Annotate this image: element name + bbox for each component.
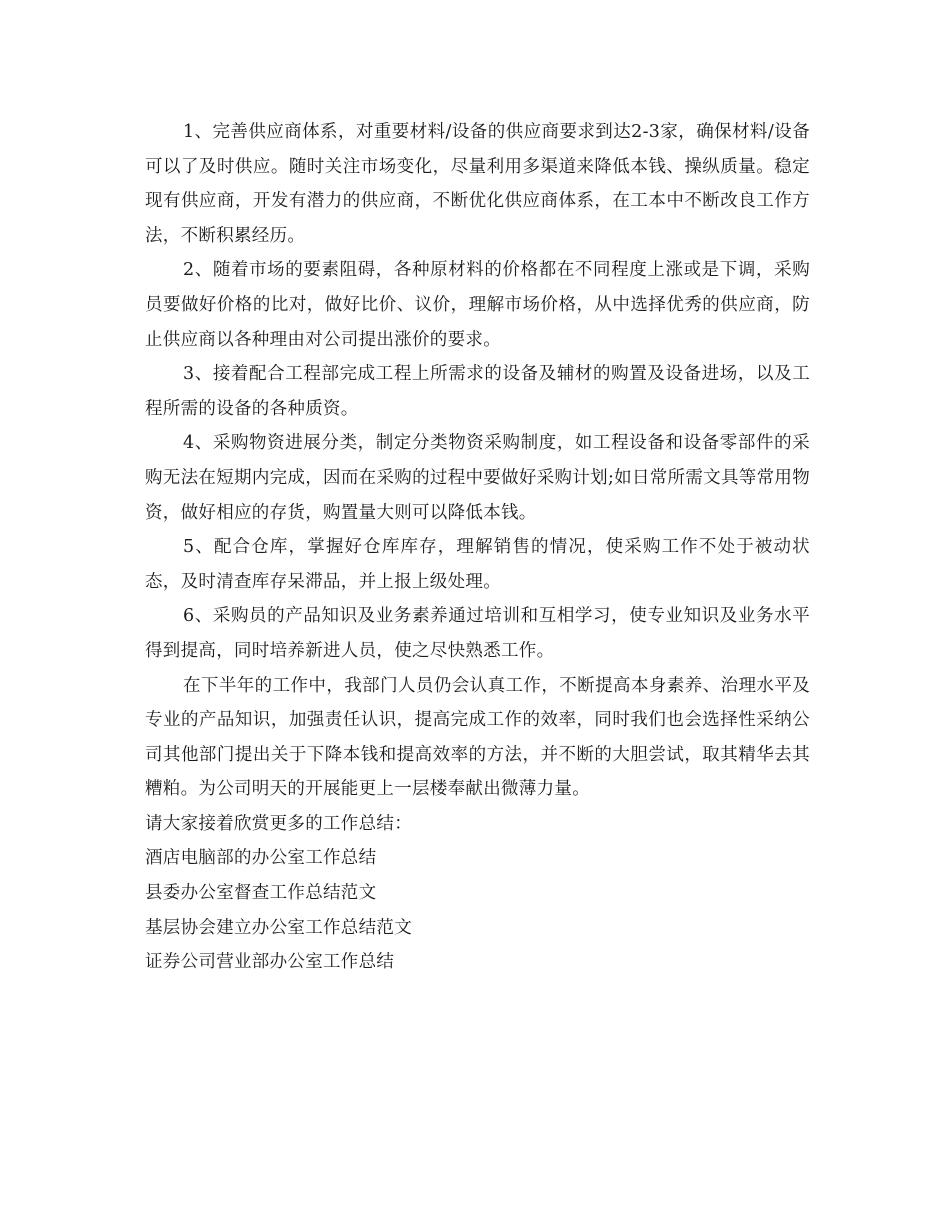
related-link-hotel-it-office[interactable]: 酒店电脑部的办公室工作总结	[145, 848, 377, 869]
paragraph-6: 6、采购员的产品知识及业务素养通过培训和互相学习，使专业知识及业务水平得到提高，同时培养新进人员，使之尽快熟悉工作。	[145, 606, 810, 661]
paragraph-4: 4、采购物资进展分类，制定分类物资采购制度，如工程设备和设备零部件的采购无法在短期内完成，因而在采购的过程中要做好采购计划;如日常所需文具等常用物资，做好相应的存货，购置量大则可以降低本钱。	[145, 433, 810, 523]
related-link-grassroots-association[interactable]: 基层协会建立办公室工作总结范文	[145, 917, 412, 938]
paragraph-1: 1、完善供应商体系，对重要材料/设备的供应商要求到达2-3家，确保材料/设备可以了及时供应。随时关注市场变化，尽量利用多渠道来降低本钱、操纵质量。稳定现有供应商，开发有潜力的供应商，不断优化供应商体系，在工本中不断改良工作方法，不断积累经历。	[145, 122, 810, 246]
paragraph-5: 5、配合仓库，掌握好仓库库存，理解销售的情况，使采购工作不处于被动状态，及时清查库存呆滞品，并上报上级处理。	[145, 537, 810, 592]
related-links-list	[145, 841, 810, 979]
related-link-county-committee-supervision[interactable]: 县委办公室督查工作总结范文	[145, 883, 377, 904]
paragraph-2: 2、随着市场的要素阻碍，各种原材料的价格都在不同程度上涨或是下调，采购员要做好价格的比对，做好比价、议价，理解市场价格，从中选择优秀的供应商，防止供应商以各种理由对公司提出涨价的要求。	[145, 260, 810, 350]
more-summaries-intro: 请大家接着欣赏更多的工作总结：	[145, 813, 412, 834]
document-body	[145, 115, 810, 980]
paragraph-3: 3、接着配合工程部完成工程上所需求的设备及辅材的购置及设备进场，以及工程所需的设备的各种质资。	[145, 364, 810, 419]
related-link-securities-branch-office[interactable]: 证券公司营业部办公室工作总结	[145, 952, 395, 973]
paragraph-conclusion: 在下半年的工作中，我部门人员仍会认真工作，不断提高本身素养、治理水平及专业的产品知识，加强责任认识，提高完成工作的效率，同时我们也会选择性采纳公司其他部门提出关于下降本钱和提高效率的方法，并不断的大胆尝试，取其精华去其糟粕。为公司明天的开展能更上一层楼奉献出微薄力量。	[145, 675, 810, 800]
